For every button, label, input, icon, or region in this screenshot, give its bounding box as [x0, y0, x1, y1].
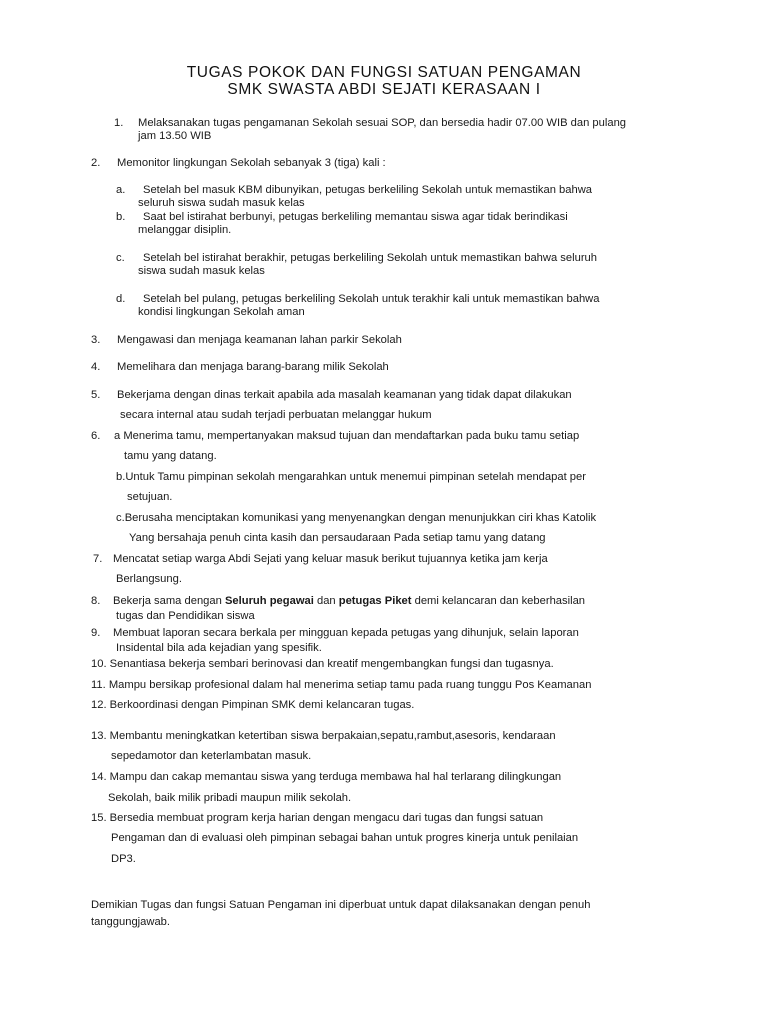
item-15-line-3: DP3. [111, 853, 136, 865]
item-2c-line-2: siswa sudah masuk kelas [138, 265, 265, 277]
item-8-text-c: dan [313, 595, 339, 607]
item-6a-line-2: tamu yang datang. [124, 450, 217, 462]
item-5-line-1: Bekerjama dengan dinas terkait apabila ada masalah keamanan yang tidak dapat dilakukan [117, 389, 572, 401]
item-5-line-2: secara internal atau sudah terjadi perbuatan melanggar hukum [120, 409, 432, 421]
item-9-line-2: Insidental bila ada kejadian yang spesifik. [116, 642, 322, 654]
item-3-line-1: Mengawasi dan menjaga keamanan lahan parkir Sekolah [117, 334, 402, 346]
document-title-line-1: TUGAS POKOK DAN FUNGSI SATUAN PENGAMAN [186, 64, 582, 81]
item-8-bold-petugas-piket: petugas Piket [338, 595, 412, 607]
item-7-number: 7. [93, 553, 103, 565]
item-6b-line-2: setujuan. [127, 491, 173, 503]
item-2c-label: c. [116, 252, 125, 264]
item-7-line-2: Berlangsung. [116, 573, 182, 585]
item-2a-line-1: Setelah bel masuk KBM dibunyikan, petugas berkeliling Sekolah untuk memastikan bahwa [143, 184, 593, 196]
item-6-number: 6. [91, 430, 101, 442]
item-13-line-1: 13. Membantu meningkatkan ketertiban siswa berpakaian,sepatu,rambut,asesoris, kendaraan [91, 730, 556, 742]
item-8-bold-seluruh-pegawai: Seluruh pegawai [224, 595, 314, 607]
item-10: 10. Senantiasa bekerja sembari berinovasi dan kreatif mengembangkan fungsi dan tugasnya. [91, 658, 554, 670]
item-8-text-a: Bekerja sama dengan [113, 595, 225, 607]
item-13-line-2: sepedamotor dan keterlambatan masuk. [111, 750, 312, 762]
item-1-line-2: jam 13.50 WIB [138, 130, 212, 142]
item-8-number: 8. [91, 595, 101, 607]
closing-line-1: Demikian Tugas dan fungsi Satuan Pengaman ini diperbuat untuk dapat dilaksanakan dengan penuh [91, 899, 591, 911]
item-2a-line-2: seluruh siswa sudah masuk kelas [138, 197, 305, 209]
item-2c-line-1: Setelah bel istirahat berakhir, petugas berkeliling Sekolah untuk memastikan bahwa seluruh [143, 252, 597, 264]
item-8-line-1 [113, 594, 585, 608]
item-1-number: 1. [114, 117, 124, 129]
item-4-number: 4. [91, 361, 101, 373]
item-14-line-1: 14. Mampu dan cakap memantau siswa yang terduga membawa hal hal terlarang dilingkungan [91, 771, 562, 783]
item-2b-label: b. [116, 211, 126, 223]
item-6c-line-2: Yang bersahaja penuh cinta kasih dan persaudaraan Pada setiap tamu yang datang [129, 532, 546, 544]
item-15-line-2: Pengaman dan di evaluasi oleh pimpinan sebagai bahan untuk progres kinerja untuk penilaian [111, 832, 579, 844]
item-6c-line-1: c.Berusaha menciptakan komunikasi yang menyenangkan dengan menunjukkan ciri khas Katolik [116, 512, 597, 524]
item-5-number: 5. [91, 389, 101, 401]
item-2-number: 2. [91, 157, 101, 169]
item-8-text-e: demi kelancaran dan keberhasilan [411, 595, 586, 607]
item-2-line-1: Memonitor lingkungan Sekolah sebanyak 3 (tiga) kali : [117, 157, 386, 169]
item-11: 11. Mampu bersikap profesional dalam hal menerima setiap tamu pada ruang tunggu Pos Keamanan [91, 679, 592, 691]
item-6a-line-1: a Menerima tamu, mempertanyakan maksud tujuan dan mendaftarkan pada buku tamu setiap [114, 430, 580, 442]
item-7-line-1: Mencatat setiap warga Abdi Sejati yang keluar masuk berikut tujuannya ketika jam kerja [113, 553, 548, 565]
closing-line-2: tanggungjawab. [91, 916, 171, 928]
item-1-line-1: Melaksanakan tugas pengamanan Sekolah sesuai SOP, dan bersedia hadir 07.00 WIB dan pulang [138, 117, 627, 129]
item-2d-label: d. [116, 293, 126, 305]
document-title-line-2: SMK SWASTA ABDI SEJATI KERASAAN I [227, 81, 541, 98]
item-12: 12. Berkoordinasi dengan Pimpinan SMK demi kelancaran tugas. [91, 699, 415, 711]
item-2a-label: a. [116, 184, 126, 196]
item-2b-line-2: melanggar disiplin. [138, 224, 232, 236]
item-2d-line-1: Setelah bel pulang, petugas berkeliling Sekolah untuk terakhir kali untuk memastikan bahwa [143, 293, 600, 305]
item-3-number: 3. [91, 334, 101, 346]
item-6b-line-1: b.Untuk Tamu pimpinan sekolah mengarahkan untuk menemui pimpinan setelah mendapat per [116, 471, 586, 483]
item-15-line-1: 15. Bersedia membuat program kerja harian dengan mengacu dari tugas dan fungsi satuan [91, 812, 544, 824]
item-14-line-2: Sekolah, baik milik pribadi maupun milik sekolah. [108, 792, 352, 804]
item-2d-line-2: kondisi lingkungan Sekolah aman [138, 306, 305, 318]
item-4-line-1: Memelihara dan menjaga barang-barang milik Sekolah [117, 361, 389, 373]
item-9-number: 9. [91, 627, 101, 639]
item-9-line-1: Membuat laporan secara berkala per mingguan kepada petugas yang dihunjuk, selain laporan [113, 627, 579, 639]
item-2b-line-1: Saat bel istirahat berbunyi, petugas berkeliling memantau siswa agar tidak berindikasi [143, 211, 568, 223]
item-8-line-2: tugas dan Pendidikan siswa [116, 610, 255, 622]
